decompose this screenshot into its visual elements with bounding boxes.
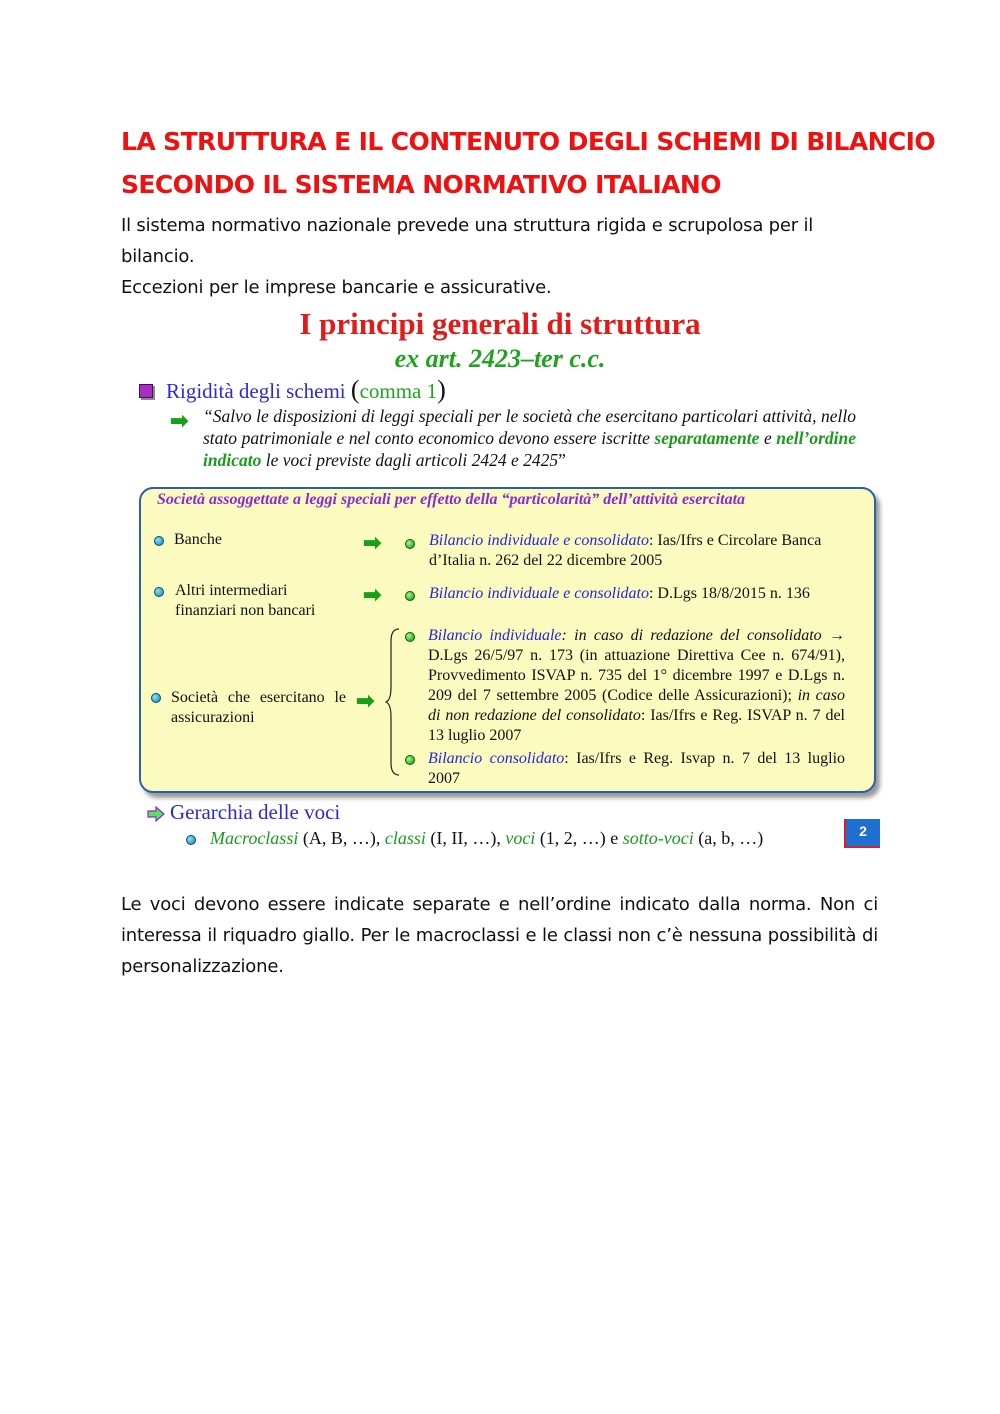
slide-title: I principi generali di struttura [299,306,701,341]
altri-rule [429,584,849,604]
quote-text-2: e [759,428,777,448]
green-arrow-icon: ➡ [363,530,382,555]
bullet-icon [405,591,415,601]
sotto-voci-term: sotto-voci [622,828,694,848]
intro-line-1: Il sistema normativo nazionale prevede una struttura rigida e scrupolosa per il bilancio. [121,215,814,267]
macro-text-1: (A, B, …), [298,828,385,848]
assic-ind-condition-2: in caso di non redazione del consolidato [428,687,845,724]
curly-brace-icon [385,627,401,777]
bullet-icon [405,539,415,549]
quote-close: ” [558,450,566,470]
macroclassi-term: Macroclassi [210,828,299,848]
assic-cons-text: : Ias/Ifrs e Reg. Isvap n. 7 del 13 luglio 2007 [428,750,846,787]
banche-label: Banche [174,531,222,548]
comma-label: comma 1 [359,379,438,403]
green-arrow-icon: ➡ [170,408,189,433]
assic-ind-condition: : in caso di redazione del consolidato → [561,627,845,644]
gerarchia-heading: Gerarchia delle voci [170,800,341,824]
assic-ind-title: Bilancio individuale [428,627,562,644]
arrow-right-icon [147,806,165,822]
square-bullet-icon [139,384,153,398]
quote-bold-1: separatamente [654,428,760,448]
paren-open: ( [350,375,360,404]
paren-close: ) [437,375,446,404]
assic-cons-title: Bilancio consolidato [428,750,565,767]
bullet-icon [154,536,164,546]
altri-rule-text: : D.Lgs 18/8/2015 n. 136 [648,585,810,602]
slide-subtitle: ex art. 2423–ter c.c. [394,344,606,373]
assic-ind-text-2: : Ias/Ifrs e Reg. ISVAP n. 7 del 13 luglio 2007 [428,707,845,744]
macro-text-4: (a, b, …) [693,828,764,848]
hierarchy-levels [210,828,763,849]
classi-term: classi [384,828,426,848]
banche-rule-text: : Ias/Ifrs e Circolare Banca d’Italia n. 262 del 22 dicembre 2005 [429,532,822,569]
banche-rule [429,531,839,571]
bullet-icon [186,835,196,845]
article-quote [203,405,856,471]
bullet-icon [405,755,415,765]
assic-label: Società che esercitano le assicurazioni [171,689,346,726]
rigidita-label: Rigidità degli schemi [166,379,351,403]
document-heading [121,120,936,206]
rigidita-heading [166,375,446,405]
macro-text-3: (1, 2, …) e [535,828,623,848]
assic-ind-text: D.Lgs 26/5/97 n. 173 (in attuazione Direttiva Cee n. 674/91), Provvedimento ISVAP n. 735 del 1° dicembre 1997 e D.Lgs n. 209 del 7 settembre 2005 (Codice delle Assicurazioni); [428,647,845,704]
intro-paragraph [121,210,878,303]
quote-text-3: le voci previste dagli articoli 2424 e 2425 [261,450,559,470]
heading-line-1: LA STRUTTURA E IL CONTENUTO DEGLI SCHEMI DI BILANCIO [121,127,936,156]
assic-consolidato-rule [428,749,845,789]
green-arrow-icon: ➡ [356,688,375,713]
bullet-icon [151,693,161,703]
voci-term: voci [505,828,536,848]
closing-paragraph: Le voci devono essere indicate separate e nell’ordine indicato dalla norma. Non ci interessa il riquadro giallo. Per le macroclassi e le classi non c’è nessuna possibilità di personalizzazione. [121,894,878,977]
intro-line-2: Eccezioni per le imprese bancarie e assicurative. [121,277,552,298]
bullet-icon [154,587,164,597]
green-arrow-icon: ➡ [363,582,382,607]
altri-label: Altri intermediari finanziari non bancari [175,582,316,619]
assic-individuale-rule [428,626,845,746]
banche-rule-title: Bilancio individuale e consolidato [429,532,649,549]
macro-text-2: (I, II, …), [425,828,506,848]
quote-text-1: “Salvo le disposizioni di leggi speciali per le società che esercitano particolari attività, nello stato patrimoniale e nel conto economico devono essere iscritte [203,406,856,448]
bullet-icon [405,632,415,642]
heading-line-2: SECONDO IL SISTEMA NORMATIVO ITALIANO [121,170,721,199]
box-title: Società assoggettate a leggi speciali per effetto della “particolarità” dell’attività esercitata [157,491,746,508]
altri-rule-title: Bilancio individuale e consolidato [429,585,649,602]
quote-bold-2: nell’ordine indicato [203,428,856,470]
slide-page-number: 2 [844,819,880,848]
